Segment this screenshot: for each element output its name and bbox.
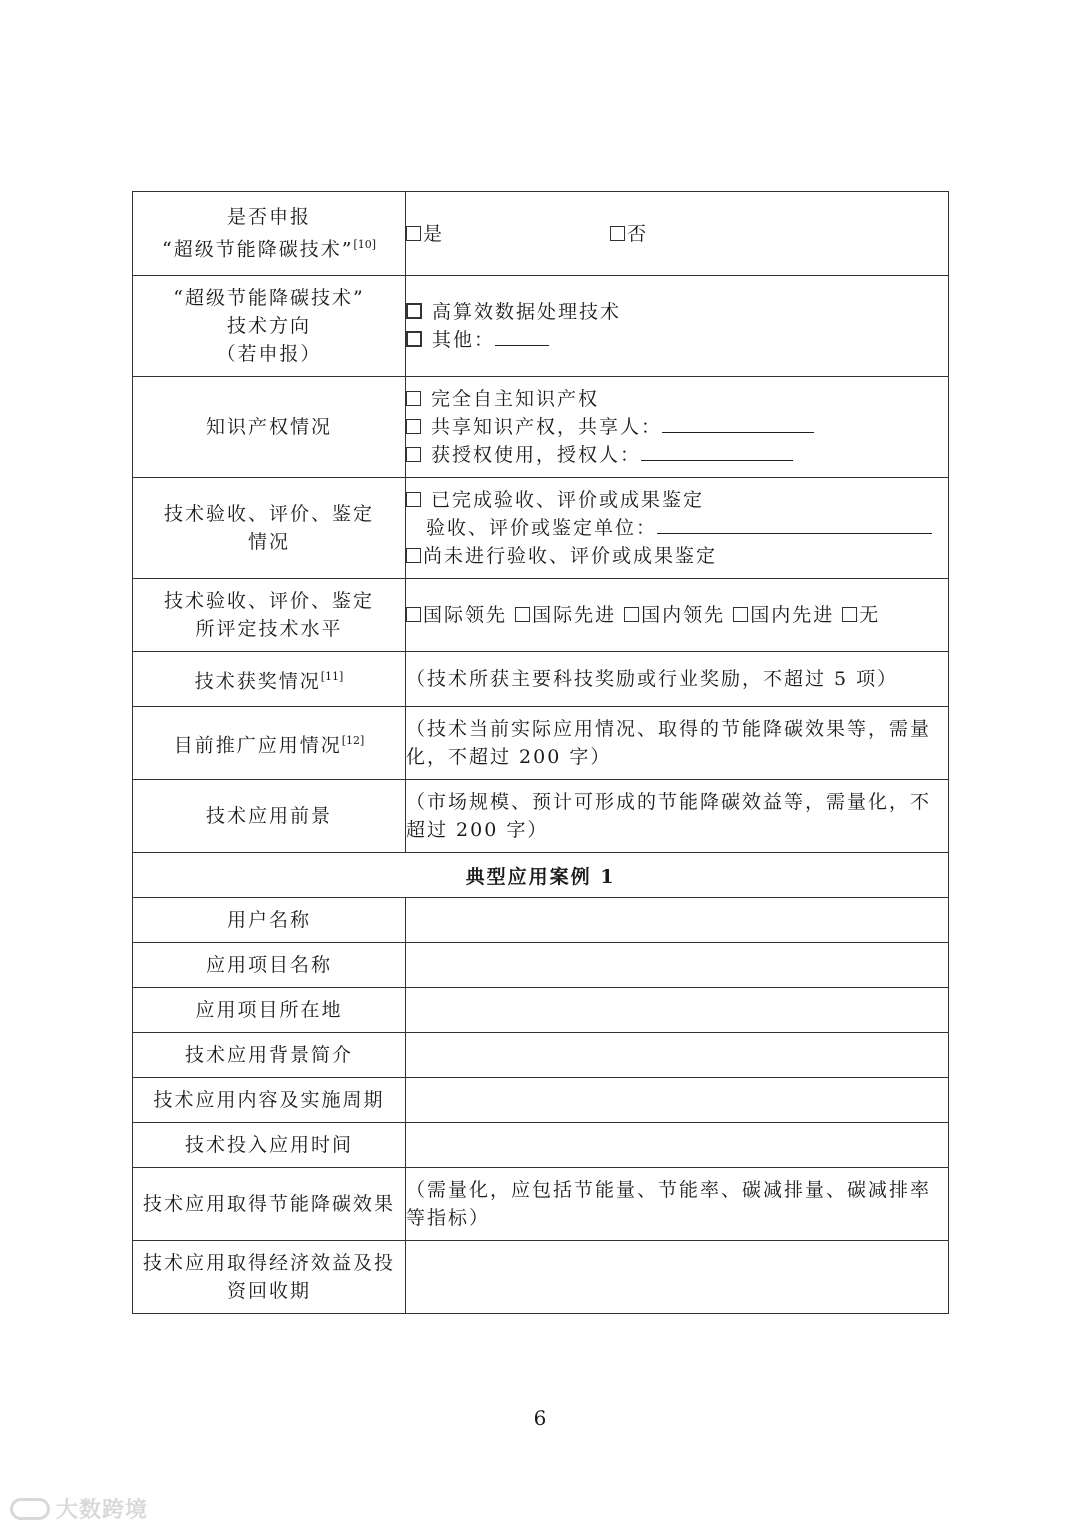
checkbox-icon (406, 303, 422, 319)
row-acceptance (133, 478, 949, 579)
field-user-name[interactable] (406, 898, 949, 943)
label-prospect: 技术应用前景 (133, 780, 406, 853)
row-ip (133, 377, 949, 478)
label-project-location: 应用项目所在地 (133, 988, 406, 1033)
checkbox-intl-advanced[interactable]: 国际先进 (515, 604, 616, 626)
label-level: 技术验收、评价、鉴定 所评定技术水平 (133, 579, 406, 652)
row-effect (133, 1168, 949, 1241)
checkbox-dom-advanced[interactable]: 国内先进 (733, 604, 834, 626)
row-economic (133, 1241, 949, 1314)
checkbox-icon (406, 331, 422, 347)
checkbox-icon (406, 226, 421, 241)
checkbox-icon (610, 226, 625, 241)
checkbox-icon (406, 492, 421, 507)
label-content: 技术应用内容及实施周期 (133, 1078, 406, 1123)
checkbox-icon (515, 607, 530, 622)
checkbox-not-yet[interactable]: 尚未进行验收、评价或成果鉴定 (406, 542, 948, 570)
checkbox-intl-leading[interactable]: 国际领先 (406, 604, 507, 626)
value-acceptance: 已完成验收、评价或成果鉴定 验收、评价或鉴定单位： 尚未进行验收、评价或成果鉴定 (406, 478, 949, 579)
label-economic: 技术应用取得经济效益及投 资回收期 (133, 1241, 406, 1314)
row-project-location (133, 988, 949, 1033)
label-background: 技术应用背景简介 (133, 1033, 406, 1078)
row-case-title (133, 853, 949, 898)
footnote-ref: [12] (341, 733, 365, 747)
checkbox-dom-leading[interactable]: 国内领先 (624, 604, 725, 626)
row-project-name (133, 943, 949, 988)
row-background (133, 1033, 949, 1078)
label-effect: 技术应用取得节能降碳效果 (133, 1168, 406, 1241)
label-acceptance: 技术验收、评价、鉴定 情况 (133, 478, 406, 579)
label-user-name: 用户名称 (133, 898, 406, 943)
row-user-name (133, 898, 949, 943)
value-promotion: （技术当前实际应用情况、取得的节能降碳效果等，需量化，不超过 200 字） (406, 707, 949, 780)
row-level (133, 579, 949, 652)
row-declare (133, 192, 949, 276)
row-promotion (133, 707, 949, 780)
blank-line[interactable] (641, 444, 793, 461)
case-title: 典型应用案例 1 (133, 853, 949, 898)
checkbox-high-efficiency[interactable]: 高算效数据处理技术 (406, 298, 948, 326)
checkbox-icon (842, 607, 857, 622)
field-project-name[interactable] (406, 943, 949, 988)
field-time[interactable] (406, 1123, 949, 1168)
row-time (133, 1123, 949, 1168)
checkbox-no[interactable]: 否 (610, 223, 648, 245)
value-effect: （需量化，应包括节能量、节能率、碳减排量、碳减排率等指标） (406, 1168, 949, 1241)
checkbox-icon (406, 447, 421, 462)
checkbox-icon (624, 607, 639, 622)
label-ip: 知识产权情况 (133, 377, 406, 478)
value-level (406, 579, 949, 652)
blank-line[interactable] (657, 517, 932, 534)
checkbox-other[interactable]: 其他： (406, 326, 948, 354)
row-awards (133, 652, 949, 707)
value-declare (406, 192, 949, 276)
value-ip (406, 377, 949, 478)
checkbox-none[interactable]: 无 (842, 604, 880, 626)
field-project-location[interactable] (406, 988, 949, 1033)
checkbox-shared-ip[interactable]: 共享知识产权，共享人： (406, 413, 948, 441)
label-declare: 是否申报 “超级节能降碳技术”[10] (133, 192, 406, 276)
checkbox-icon (406, 419, 421, 434)
value-prospect: （市场规模、预计可形成的节能降碳效益等，需量化，不超过 200 字） (406, 780, 949, 853)
field-content[interactable] (406, 1078, 949, 1123)
label-promotion: 目前推广应用情况[12] (133, 707, 406, 780)
application-form-table (132, 191, 949, 1314)
footnote-ref: [10] (353, 238, 377, 252)
label-direction: “超级节能降碳技术” 技术方向 （若申报） (133, 276, 406, 377)
field-background[interactable] (406, 1033, 949, 1078)
blank-line[interactable] (662, 416, 814, 433)
field-economic[interactable] (406, 1241, 949, 1314)
label-project-name: 应用项目名称 (133, 943, 406, 988)
footnote-ref: [11] (320, 669, 344, 683)
checkbox-icon (406, 607, 421, 622)
blank-line[interactable] (495, 329, 549, 346)
watermark: 大数跨境 (10, 1493, 148, 1524)
watermark-logo-icon (10, 1498, 50, 1520)
checkbox-own-ip[interactable]: 完全自主知识产权 (406, 385, 948, 413)
label-awards: 技术获奖情况[11] (133, 652, 406, 707)
checkbox-yes[interactable]: 是 (406, 223, 444, 245)
checkbox-icon (406, 548, 421, 563)
label-time: 技术投入应用时间 (133, 1123, 406, 1168)
row-prospect (133, 780, 949, 853)
checkbox-icon (733, 607, 748, 622)
checkbox-licensed[interactable]: 获授权使用，授权人： (406, 441, 948, 469)
checkbox-completed[interactable]: 已完成验收、评价或成果鉴定 (406, 486, 948, 514)
row-direction (133, 276, 949, 377)
row-content (133, 1078, 949, 1123)
checkbox-icon (406, 391, 421, 406)
value-direction (406, 276, 949, 377)
page-number: 6 (533, 1406, 547, 1430)
value-awards: （技术所获主要科技奖励或行业奖励，不超过 5 项） (406, 652, 949, 707)
